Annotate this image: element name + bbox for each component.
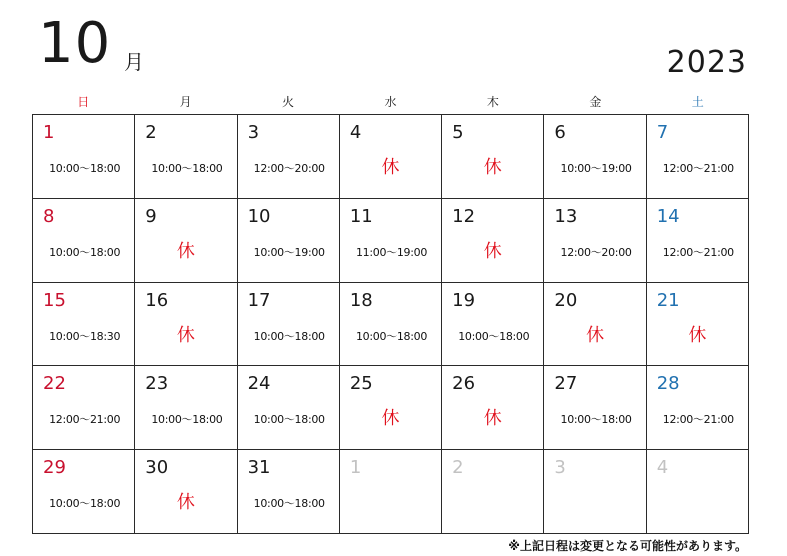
- day-number: 12: [452, 205, 476, 227]
- day-number: 3: [247, 122, 260, 143]
- day-number: 4: [349, 122, 362, 143]
- closed-mark: 休: [176, 492, 195, 514]
- day-number: 2: [145, 122, 157, 143]
- day-number: 30: [145, 457, 169, 479]
- day-cell: [340, 115, 442, 199]
- business-hours: 11:00〜19:00: [355, 245, 428, 259]
- day-number: 23: [145, 373, 169, 395]
- business-hours: 12:00〜21:00: [662, 245, 734, 259]
- weekday-tue: 火: [282, 95, 295, 109]
- day-number: 15: [43, 289, 66, 311]
- day-cell: [340, 450, 442, 534]
- day-cell: [135, 283, 237, 367]
- day-number: 21: [656, 289, 680, 311]
- day-cell: [238, 283, 340, 367]
- closed-mark: 休: [483, 157, 502, 178]
- day-number: 26: [452, 373, 476, 395]
- day-cell: [442, 450, 544, 534]
- day-number: 28: [656, 373, 680, 395]
- day-cell: [33, 283, 135, 367]
- business-hours: 12:00〜21:00: [662, 162, 734, 175]
- day-cell: [544, 283, 646, 367]
- day-cell: [544, 366, 646, 450]
- day-number: 6: [554, 122, 566, 143]
- business-hours: 10:00〜18:00: [49, 245, 121, 259]
- business-hours: 10:00〜18:00: [355, 329, 428, 343]
- business-hours: 10:00〜19:00: [253, 245, 325, 259]
- day-number: 16: [145, 289, 169, 311]
- closed-mark: 休: [176, 240, 195, 262]
- day-cell: [135, 450, 237, 534]
- day-number: 17: [247, 289, 271, 311]
- day-number: 19: [452, 289, 476, 311]
- day-number: 27: [554, 373, 578, 395]
- business-hours: 12:00〜20:00: [560, 245, 632, 259]
- day-number: 9: [145, 205, 157, 227]
- day-number: 2: [452, 457, 464, 479]
- closed-mark: 休: [586, 324, 605, 346]
- weekday-sat: 土: [691, 95, 704, 109]
- closed-mark: 休: [176, 324, 195, 346]
- day-number: 22: [43, 373, 66, 395]
- day-number: 1: [349, 457, 362, 479]
- day-cell: [340, 283, 442, 367]
- day-cell: [33, 199, 135, 283]
- weekday-fri: 金: [589, 95, 602, 109]
- day-cell: [647, 115, 749, 199]
- month-number: 10: [38, 11, 112, 76]
- business-hours: 10:00〜18:00: [49, 497, 121, 511]
- day-cell: [340, 366, 442, 450]
- business-hours: 10:00〜18:00: [151, 413, 223, 427]
- day-number: 4: [656, 457, 669, 479]
- day-number: 10: [247, 205, 271, 227]
- closed-mark: 休: [381, 157, 400, 178]
- day-cell: [135, 366, 237, 450]
- weekday-wed: 水: [384, 95, 397, 109]
- business-hours: 10:00〜18:00: [151, 162, 223, 175]
- business-hours: 12:00〜20:00: [253, 162, 325, 175]
- day-cell: [340, 199, 442, 283]
- business-hours: 12:00〜21:00: [49, 413, 121, 427]
- day-number: 1: [43, 122, 55, 143]
- day-number: 8: [43, 205, 55, 227]
- day-cell: [33, 366, 135, 450]
- day-cell: [33, 450, 135, 534]
- business-hours: 10:00〜18:00: [560, 413, 632, 427]
- business-hours: 12:00〜21:00: [662, 413, 734, 427]
- day-cell: [33, 115, 135, 199]
- day-number: 18: [349, 289, 373, 311]
- day-number: 31: [247, 457, 271, 479]
- day-cell: [647, 283, 749, 367]
- day-number: 25: [349, 373, 373, 395]
- day-number: 29: [43, 457, 66, 479]
- footnote: ※上記日程は変更となる可能性があります。: [508, 539, 747, 553]
- day-cell: [647, 366, 749, 450]
- day-number: 13: [554, 205, 578, 227]
- day-cell: [442, 115, 544, 199]
- calendar-grid: [32, 114, 749, 534]
- day-cell: [238, 199, 340, 283]
- day-cell: [442, 199, 544, 283]
- business-hours: 10:00〜18:00: [253, 413, 325, 427]
- closed-mark: 休: [483, 408, 502, 430]
- day-number: 11: [349, 205, 373, 227]
- day-cell: [544, 450, 646, 534]
- closed-mark: 休: [381, 408, 400, 430]
- day-cell: [135, 199, 237, 283]
- day-number: 24: [247, 373, 271, 395]
- day-cell: [544, 115, 646, 199]
- day-number: 3: [554, 457, 566, 479]
- day-cell: [647, 450, 749, 534]
- day-cell: [442, 283, 544, 367]
- weekday-mon: 月: [179, 95, 192, 109]
- weekday-header-row: [32, 92, 749, 114]
- closed-mark: 休: [688, 324, 707, 346]
- business-hours: 10:00〜18:00: [458, 329, 530, 343]
- day-cell: [238, 115, 340, 199]
- day-cell: [238, 450, 340, 534]
- year: 2023: [666, 45, 747, 80]
- day-number: 5: [452, 122, 464, 143]
- month-unit: 月: [124, 50, 144, 74]
- business-hours: 10:00〜19:00: [560, 162, 632, 175]
- business-hours: 10:00〜18:00: [253, 497, 325, 511]
- business-hours: 10:00〜18:30: [49, 329, 121, 343]
- closed-mark: 休: [483, 240, 502, 262]
- day-number: 20: [554, 289, 578, 311]
- day-cell: [238, 366, 340, 450]
- day-number: 7: [656, 122, 669, 143]
- day-cell: [135, 115, 237, 199]
- day-number: 14: [656, 205, 680, 227]
- business-hours: 10:00〜18:00: [253, 329, 325, 343]
- weekday-sun: 日: [77, 95, 90, 109]
- day-cell: [544, 199, 646, 283]
- business-hours: 10:00〜18:00: [49, 162, 121, 175]
- day-cell: [647, 199, 749, 283]
- day-cell: [442, 366, 544, 450]
- weekday-thu: 木: [486, 95, 499, 109]
